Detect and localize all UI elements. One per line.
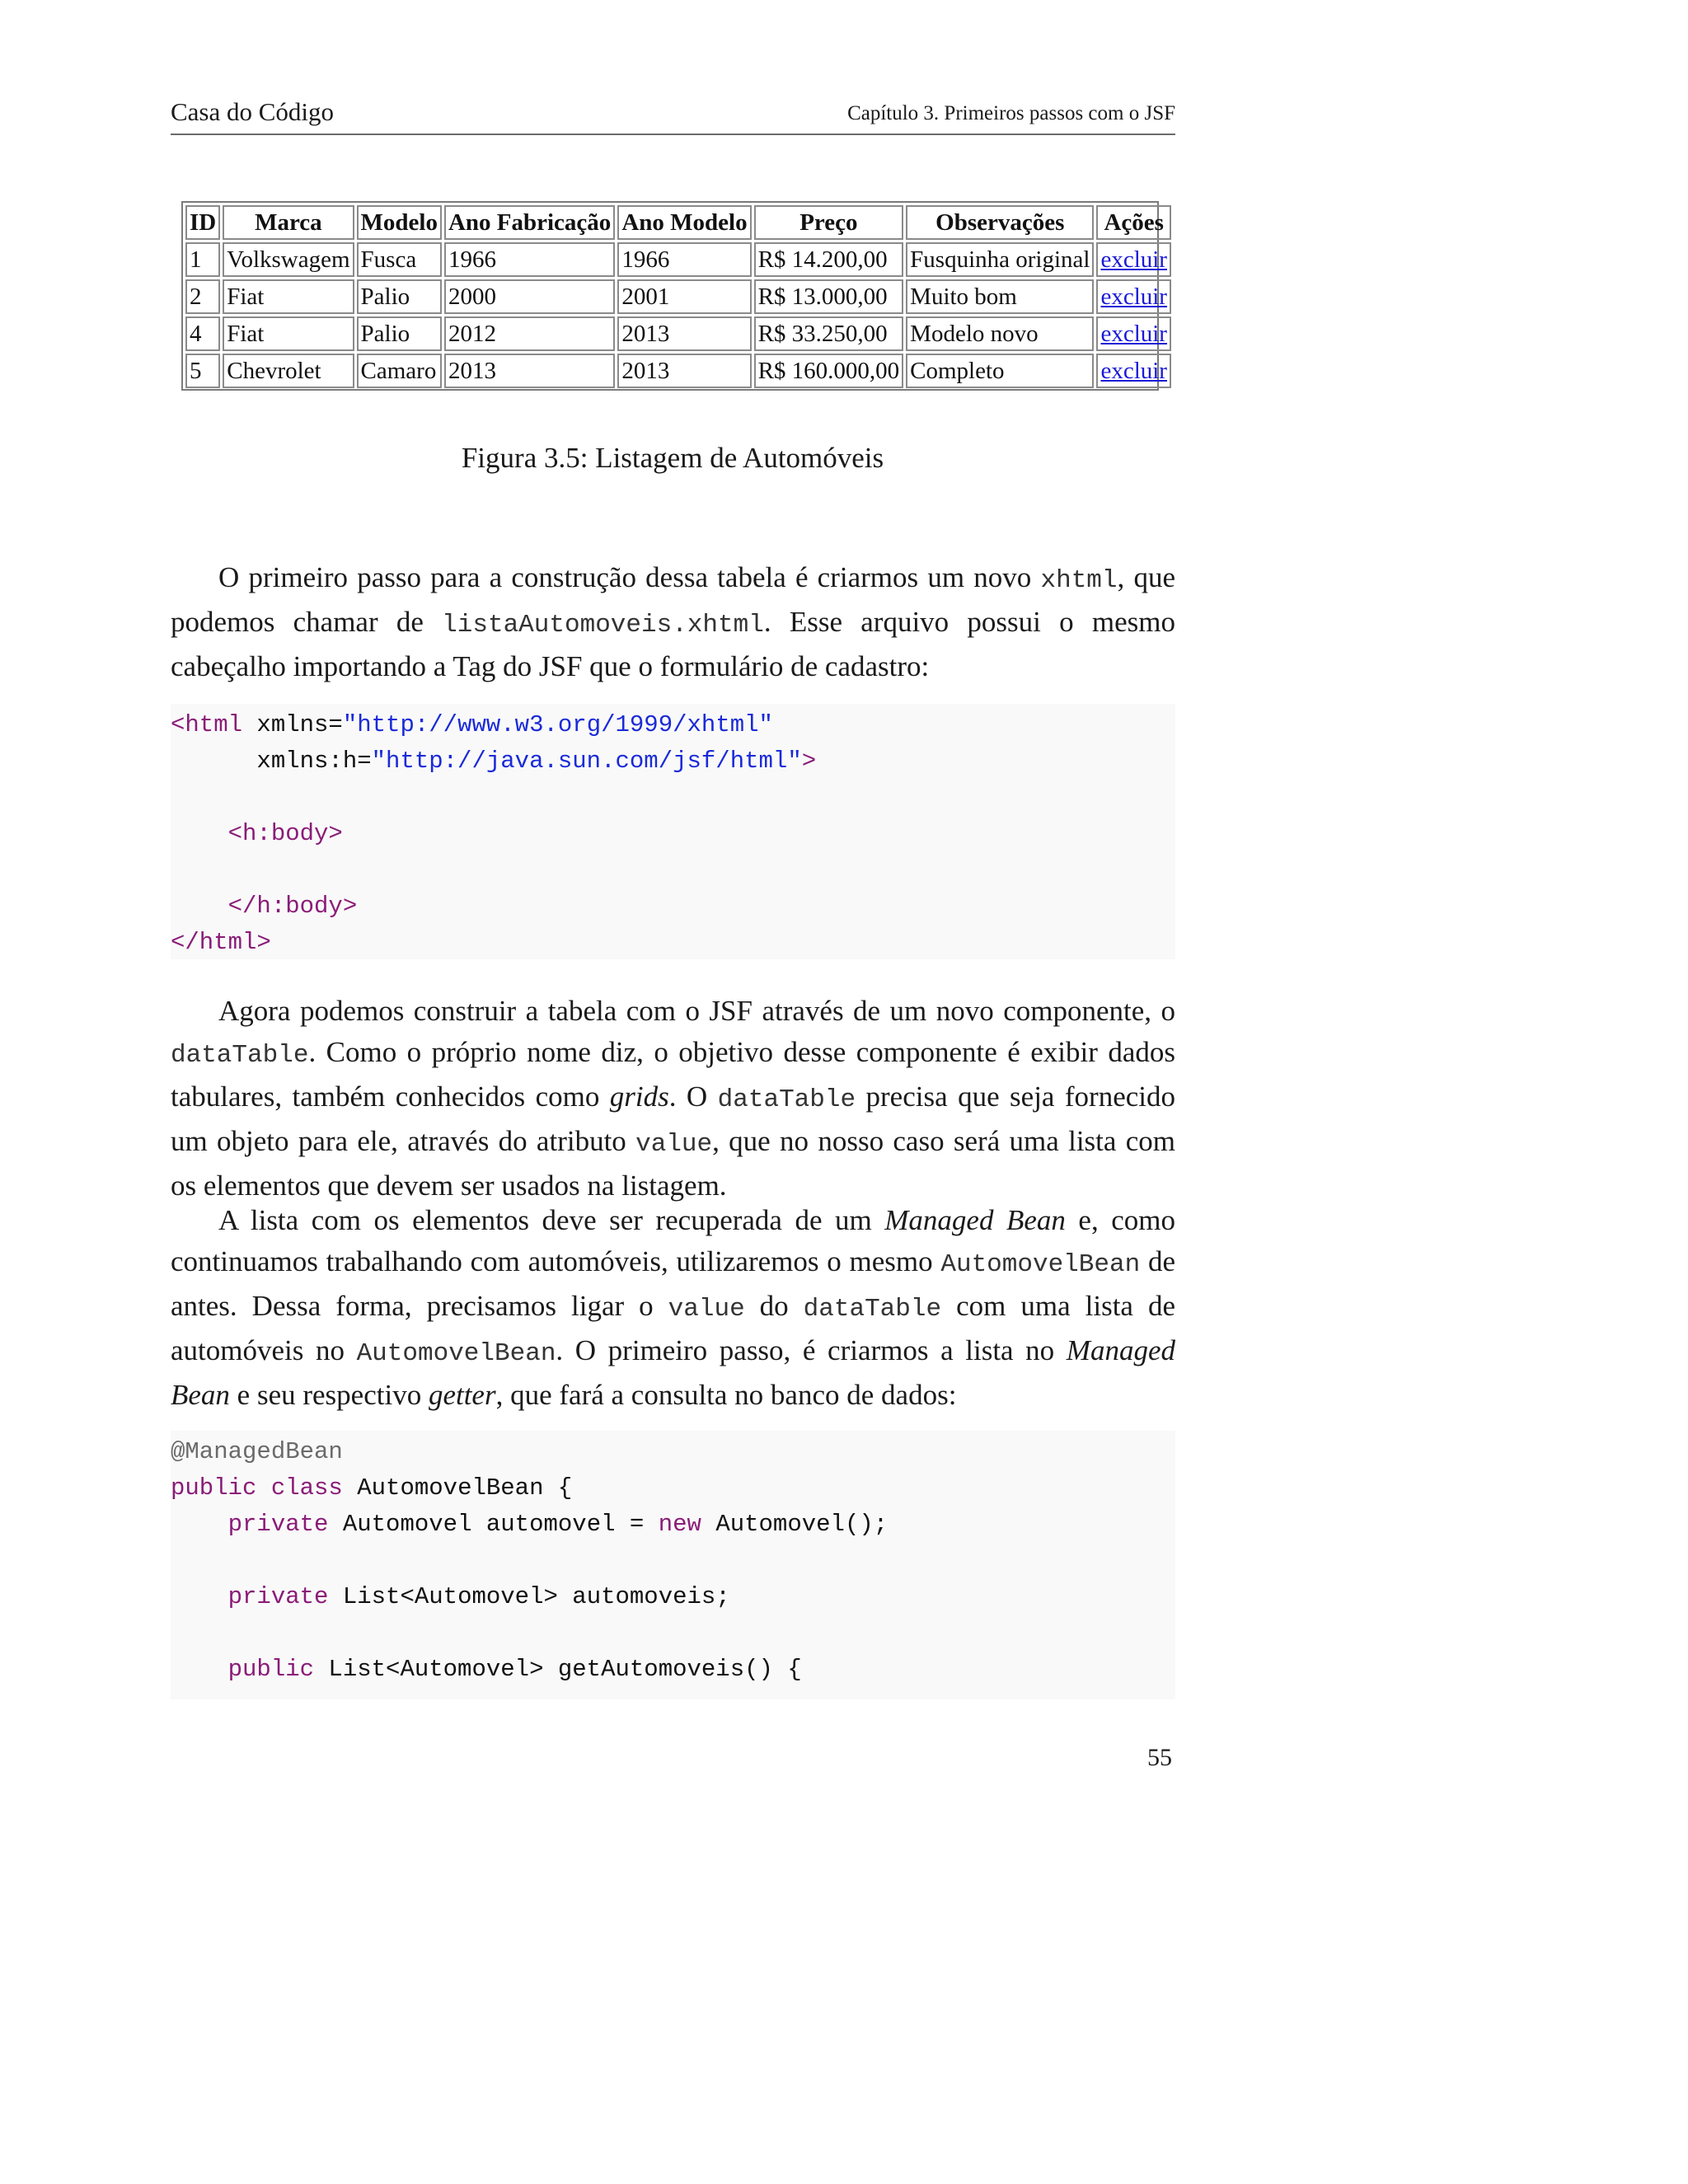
p1-text-2: , que podemos chamar de [171,561,1175,638]
p3-text-8: , que fará a consulta no banco de dados: [495,1379,957,1411]
code1-line1-tag: <html [171,711,243,738]
table-cell: Camaro [357,354,442,388]
p3-emph-getter: getter [428,1379,496,1411]
table-row [185,242,1171,277]
p3-emph-managed-bean: Managed Bean [884,1204,1066,1236]
table-cell: 1966 [444,242,615,277]
automoveis-table [183,203,1174,391]
table-cell: 2 [185,279,220,314]
p3-text-4: do [744,1290,804,1322]
page-number: 55 [1147,1744,1172,1771]
table-cell: 2013 [617,354,751,388]
running-header [171,97,1175,135]
code1-body-close: </h:body> [171,893,358,920]
table-row [185,279,1171,314]
p1-text-3: . Esse arquivo possui o mesmo cabeçalho importando a Tag do JSF que o formulário de cadastro: [171,606,1176,682]
table-cell: 1966 [617,242,751,277]
table-cell: R$ 160.000,00 [754,354,904,388]
p2-text-3: . O [668,1080,718,1113]
table-cell: Muito bom [906,279,1094,314]
table-cell [1096,242,1171,277]
table-cell: Completo [906,354,1094,388]
table-header-row [185,205,1171,240]
paragraph-1 [171,557,1175,687]
p2-emph-grids: grids [609,1080,669,1113]
table-cell: Palio [357,279,442,314]
paragraph-3 [171,1200,1175,1416]
table-header-cell: Ano Modelo [617,205,751,240]
table-cell: 2012 [444,316,615,351]
p3-text-2: e, como continuamos trabalhando com automóveis, utilizaremos o mesmo [171,1204,1175,1277]
p3-code-datatable: dataTable [803,1295,942,1324]
p2-code-datatable-2: dataTable [717,1085,856,1114]
code1-body-open: <h:body> [171,820,343,847]
code2-line5-keyword: private [171,1583,329,1610]
table-cell: R$ 33.250,00 [754,316,904,351]
table-cell [1096,279,1171,314]
p2-text-5: , que no nosso caso será uma lista com os elementos que devem ser usados na listagem. [171,1125,1175,1202]
code2-line7-rest: List<Automovel> getAutomoveis() { [314,1656,802,1683]
code2-line3-new: new [658,1511,701,1538]
code1-line2-tag: > [801,748,817,775]
p3-text-1: A lista com os elementos deve ser recuperada de um [218,1204,885,1236]
table-cell: Fiat [223,279,354,314]
table-cell: Volkswagem [223,242,354,277]
code-block-2 [171,1434,1175,1688]
p3-text-7: e seu respectivo [229,1379,429,1411]
header-book-title: Casa do Código [171,97,335,126]
figure-caption: Figura 3.5: Listagem de Automóveis [461,442,884,474]
table-header-cell: Ano Fabricação [444,205,615,240]
p1-code-xhtml: xhtml [1040,566,1118,595]
code2-line3-end: Automovel(); [701,1511,889,1538]
p2-text-2: . Como o próprio nome diz, o objetivo desse componente é exibir dados tabulares, também conhecidos como [171,1036,1175,1113]
p3-code-automovelbean-2: AutomovelBean [356,1339,556,1368]
table-cell: 1 [185,242,220,277]
code1-line1-attr: xmlns= [242,711,343,738]
table-cell [1096,354,1171,388]
table-header-cell: Marca [223,205,354,240]
table-header-cell: Ações [1096,205,1171,240]
code1-line1-string: "http://www.w3.org/1999/xhtml" [342,711,773,738]
table-header-cell: ID [185,205,220,240]
table-cell: 2013 [617,316,751,351]
code2-line5-rest: List<Automovel> automoveis; [328,1583,730,1610]
table-cell: Modelo novo [906,316,1094,351]
excluir-link[interactable]: excluir [1100,321,1167,347]
p3-text-6: . O primeiro passo, é criarmos a lista no [556,1334,1067,1366]
table-cell [1096,316,1171,351]
table-row [185,354,1171,388]
excluir-link[interactable]: excluir [1100,246,1167,273]
table-header-cell: Modelo [357,205,442,240]
table-cell: Fiat [223,316,354,351]
header-chapter-title: Capítulo 3. Primeiros passos com o JSF [847,102,1175,124]
code2-line3-mid: Automovel automovel = [328,1511,659,1538]
code1-html-close: </html> [171,929,271,956]
p1-code-filename: listaAutomoveis.xhtml [442,611,764,640]
excluir-link[interactable]: excluir [1100,358,1167,384]
figure-automoveis-table [181,201,1167,391]
code-block-1 [171,707,1175,961]
code1-line2-string: "http://java.sun.com/jsf/html" [371,748,802,775]
table-cell: 4 [185,316,220,351]
table-cell: 2001 [617,279,751,314]
code2-line2-keyword: public class [171,1474,343,1502]
p3-text-5: com uma lista de automóveis no [171,1290,1175,1366]
table-cell: R$ 13.000,00 [754,279,904,314]
table-row [185,316,1171,351]
p2-text-4: precisa que seja fornecido um objeto para ele, através do atributo [171,1080,1175,1157]
excluir-link[interactable]: excluir [1100,284,1167,310]
p2-code-value: value [635,1130,713,1159]
paragraph-2 [171,991,1175,1207]
table-body [185,242,1171,388]
table-cell: Palio [357,316,442,351]
p3-code-automovelbean: AutomovelBean [940,1250,1141,1279]
table-cell: 5 [185,354,220,388]
p3-text-3: de antes. Dessa forma, precisamos ligar o [171,1245,1175,1322]
code2-line7-keyword: public [171,1656,315,1683]
code2-line3-keyword: private [171,1511,329,1538]
table-header-cell: Observações [906,205,1094,240]
table-cell: Fusquinha original [906,242,1094,277]
p3-emph-managed-bean-2: Managed Bean [171,1334,1175,1411]
code2-line2-rest: AutomovelBean { [342,1474,573,1502]
table-header-cell: Preço [754,205,904,240]
p3-code-value: value [668,1295,745,1324]
table-cell: 2000 [444,279,615,314]
table-cell: 2013 [444,354,615,388]
p2-text-1: Agora podemos construir a tabela com o JSF através de um novo componente, o [218,995,1175,1027]
code1-line2-attr: xmlns:h= [171,748,372,775]
table-cell: Fusca [357,242,442,277]
table-cell: R$ 14.200,00 [754,242,904,277]
p1-text-1: O primeiro passo para a construção dessa tabela é criarmos um novo [218,561,1041,593]
p2-code-datatable: dataTable [171,1041,309,1070]
code2-annotation: @ManagedBean [171,1438,343,1465]
table-cell: Chevrolet [223,354,354,388]
